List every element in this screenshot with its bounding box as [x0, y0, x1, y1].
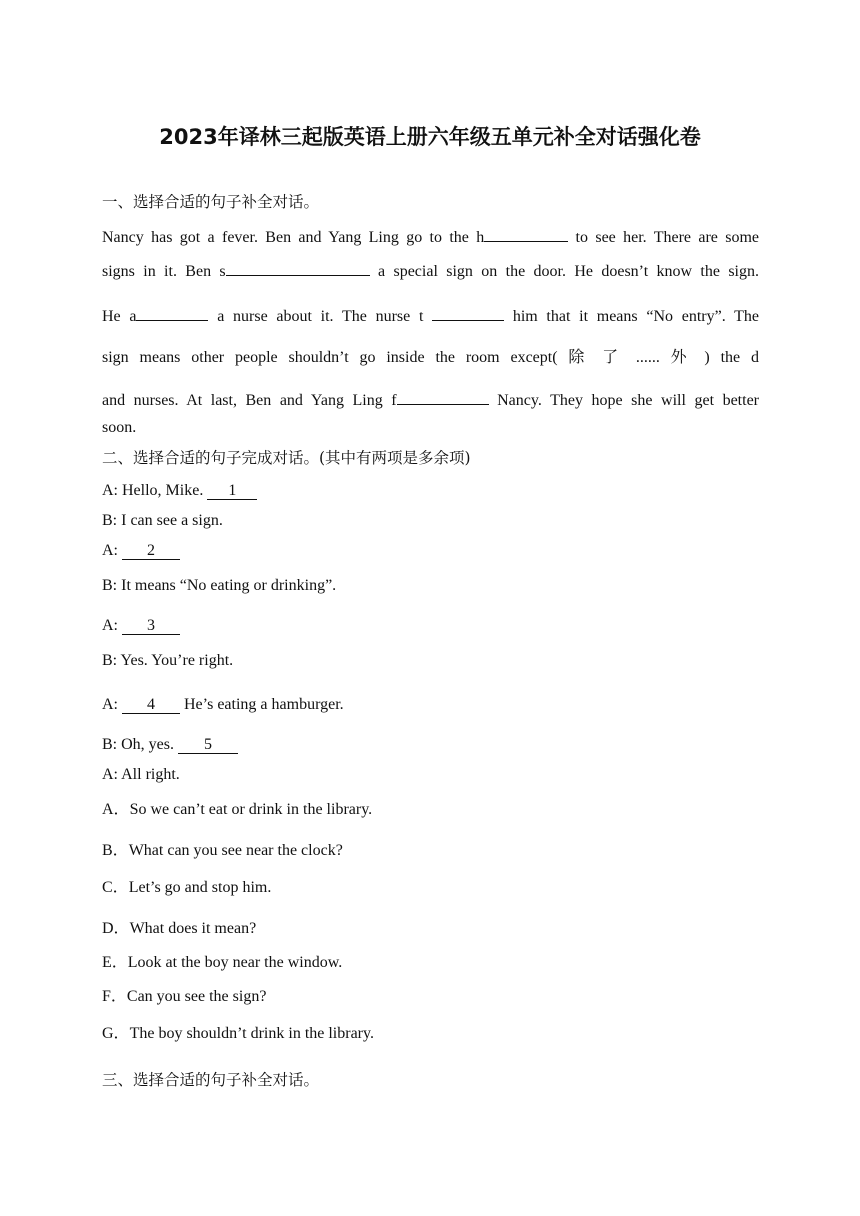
option-text: What can you see near the clock? [128, 842, 343, 859]
passage-text: signs in it. Ben s [102, 263, 226, 280]
passage-text: Nancy has got a fever. Ben and Yang Ling go to the h [102, 229, 485, 246]
dialogue-text: B: I can see a sign. [102, 512, 223, 529]
option-text: What does it mean? [129, 920, 257, 937]
option-g [102, 1024, 374, 1044]
answer-blank[interactable] [432, 304, 504, 321]
dialogue-text: B: Oh, yes. [102, 736, 178, 753]
passage-text: He a [102, 308, 137, 325]
dialogue-blank[interactable]: 2 [122, 543, 180, 560]
passage-text: him that it means “No entry”. The [504, 308, 759, 325]
option-b [102, 841, 343, 861]
dialogue-line-3 [102, 541, 180, 561]
option-text: Let’s go and stop him. [128, 879, 272, 896]
answer-blank[interactable] [484, 225, 568, 242]
dialogue-text: B: It means “No eating or drinking”. [102, 577, 337, 594]
section2-heading: 二、选择合适的句子完成对话。(其中有两项是多余项) [102, 449, 471, 467]
option-letter: C． [102, 879, 129, 896]
option-c [102, 878, 271, 898]
answer-blank[interactable] [397, 388, 489, 405]
dialogue-blank[interactable]: 1 [207, 483, 257, 500]
section3-heading: 三、选择合适的句子补全对话。 [102, 1071, 320, 1089]
option-letter: A． [102, 801, 130, 818]
dialogue-line-5 [102, 616, 180, 636]
option-letter: B． [102, 842, 129, 859]
dialogue-text: A: [102, 696, 122, 713]
dialogue-text: A: [102, 542, 122, 559]
dialogue-text: He’s eating a hamburger. [180, 696, 344, 713]
option-letter: D． [102, 920, 130, 937]
answer-blank[interactable] [226, 259, 370, 276]
option-letter: F． [102, 988, 127, 1005]
dialogue-text: A: Hello, Mike. [102, 482, 208, 499]
passage-line-2 [102, 259, 759, 282]
passage-line-6: soon. [102, 419, 137, 436]
dialogue-blank[interactable]: 5 [178, 737, 238, 754]
dialogue-blank[interactable]: 3 [122, 618, 180, 635]
option-text: The boy shouldn’t drink in the library. [129, 1025, 374, 1042]
section1-heading: 一、选择合适的句子补全对话。 [102, 193, 320, 211]
answer-blank[interactable] [136, 304, 208, 321]
passage-text: and nurses. At last, Ben and Yang Ling f [102, 392, 397, 409]
dialogue-line-2 [102, 511, 223, 531]
option-f [102, 987, 266, 1007]
passage-text: a special sign on the door. He doesn’t know the sign. [369, 263, 759, 280]
option-d [102, 919, 256, 939]
option-text: Can you see the sign? [126, 988, 267, 1005]
dialogue-line-9 [102, 765, 180, 785]
passage-text: Nancy. They hope she will get better [488, 392, 759, 409]
dialogue-line-7 [102, 695, 344, 715]
dialogue-text: A: [102, 617, 122, 634]
dialogue-text: A: All right. [102, 766, 180, 783]
passage-line-1 [102, 225, 759, 248]
passage-line-4: sign means other people shouldn’t go inside the room except( 除 了 ...... 外 ) the d [102, 349, 759, 366]
passage-text: to see her. There are some [568, 229, 759, 246]
option-text: Look at the boy near the window. [127, 954, 343, 971]
passage-text: a nurse about it. The nurse t [208, 308, 433, 325]
passage-line-3 [102, 304, 759, 327]
dialogue-line-1 [102, 481, 257, 501]
dialogue-text: B: Yes. You’re right. [102, 652, 234, 669]
option-letter: G． [102, 1025, 130, 1042]
dialogue-line-4 [102, 576, 336, 596]
passage-line-5 [102, 388, 759, 411]
dialogue-blank[interactable]: 4 [122, 697, 180, 714]
option-a [102, 800, 372, 820]
dialogue-line-8 [102, 735, 238, 755]
option-text: So we can’t eat or drink in the library. [129, 801, 373, 818]
option-e [102, 953, 342, 973]
option-letter: E． [102, 954, 128, 971]
dialogue-line-6 [102, 651, 233, 671]
document-title: 2023年译林三起版英语上册六年级五单元补全对话强化卷 [159, 125, 701, 149]
